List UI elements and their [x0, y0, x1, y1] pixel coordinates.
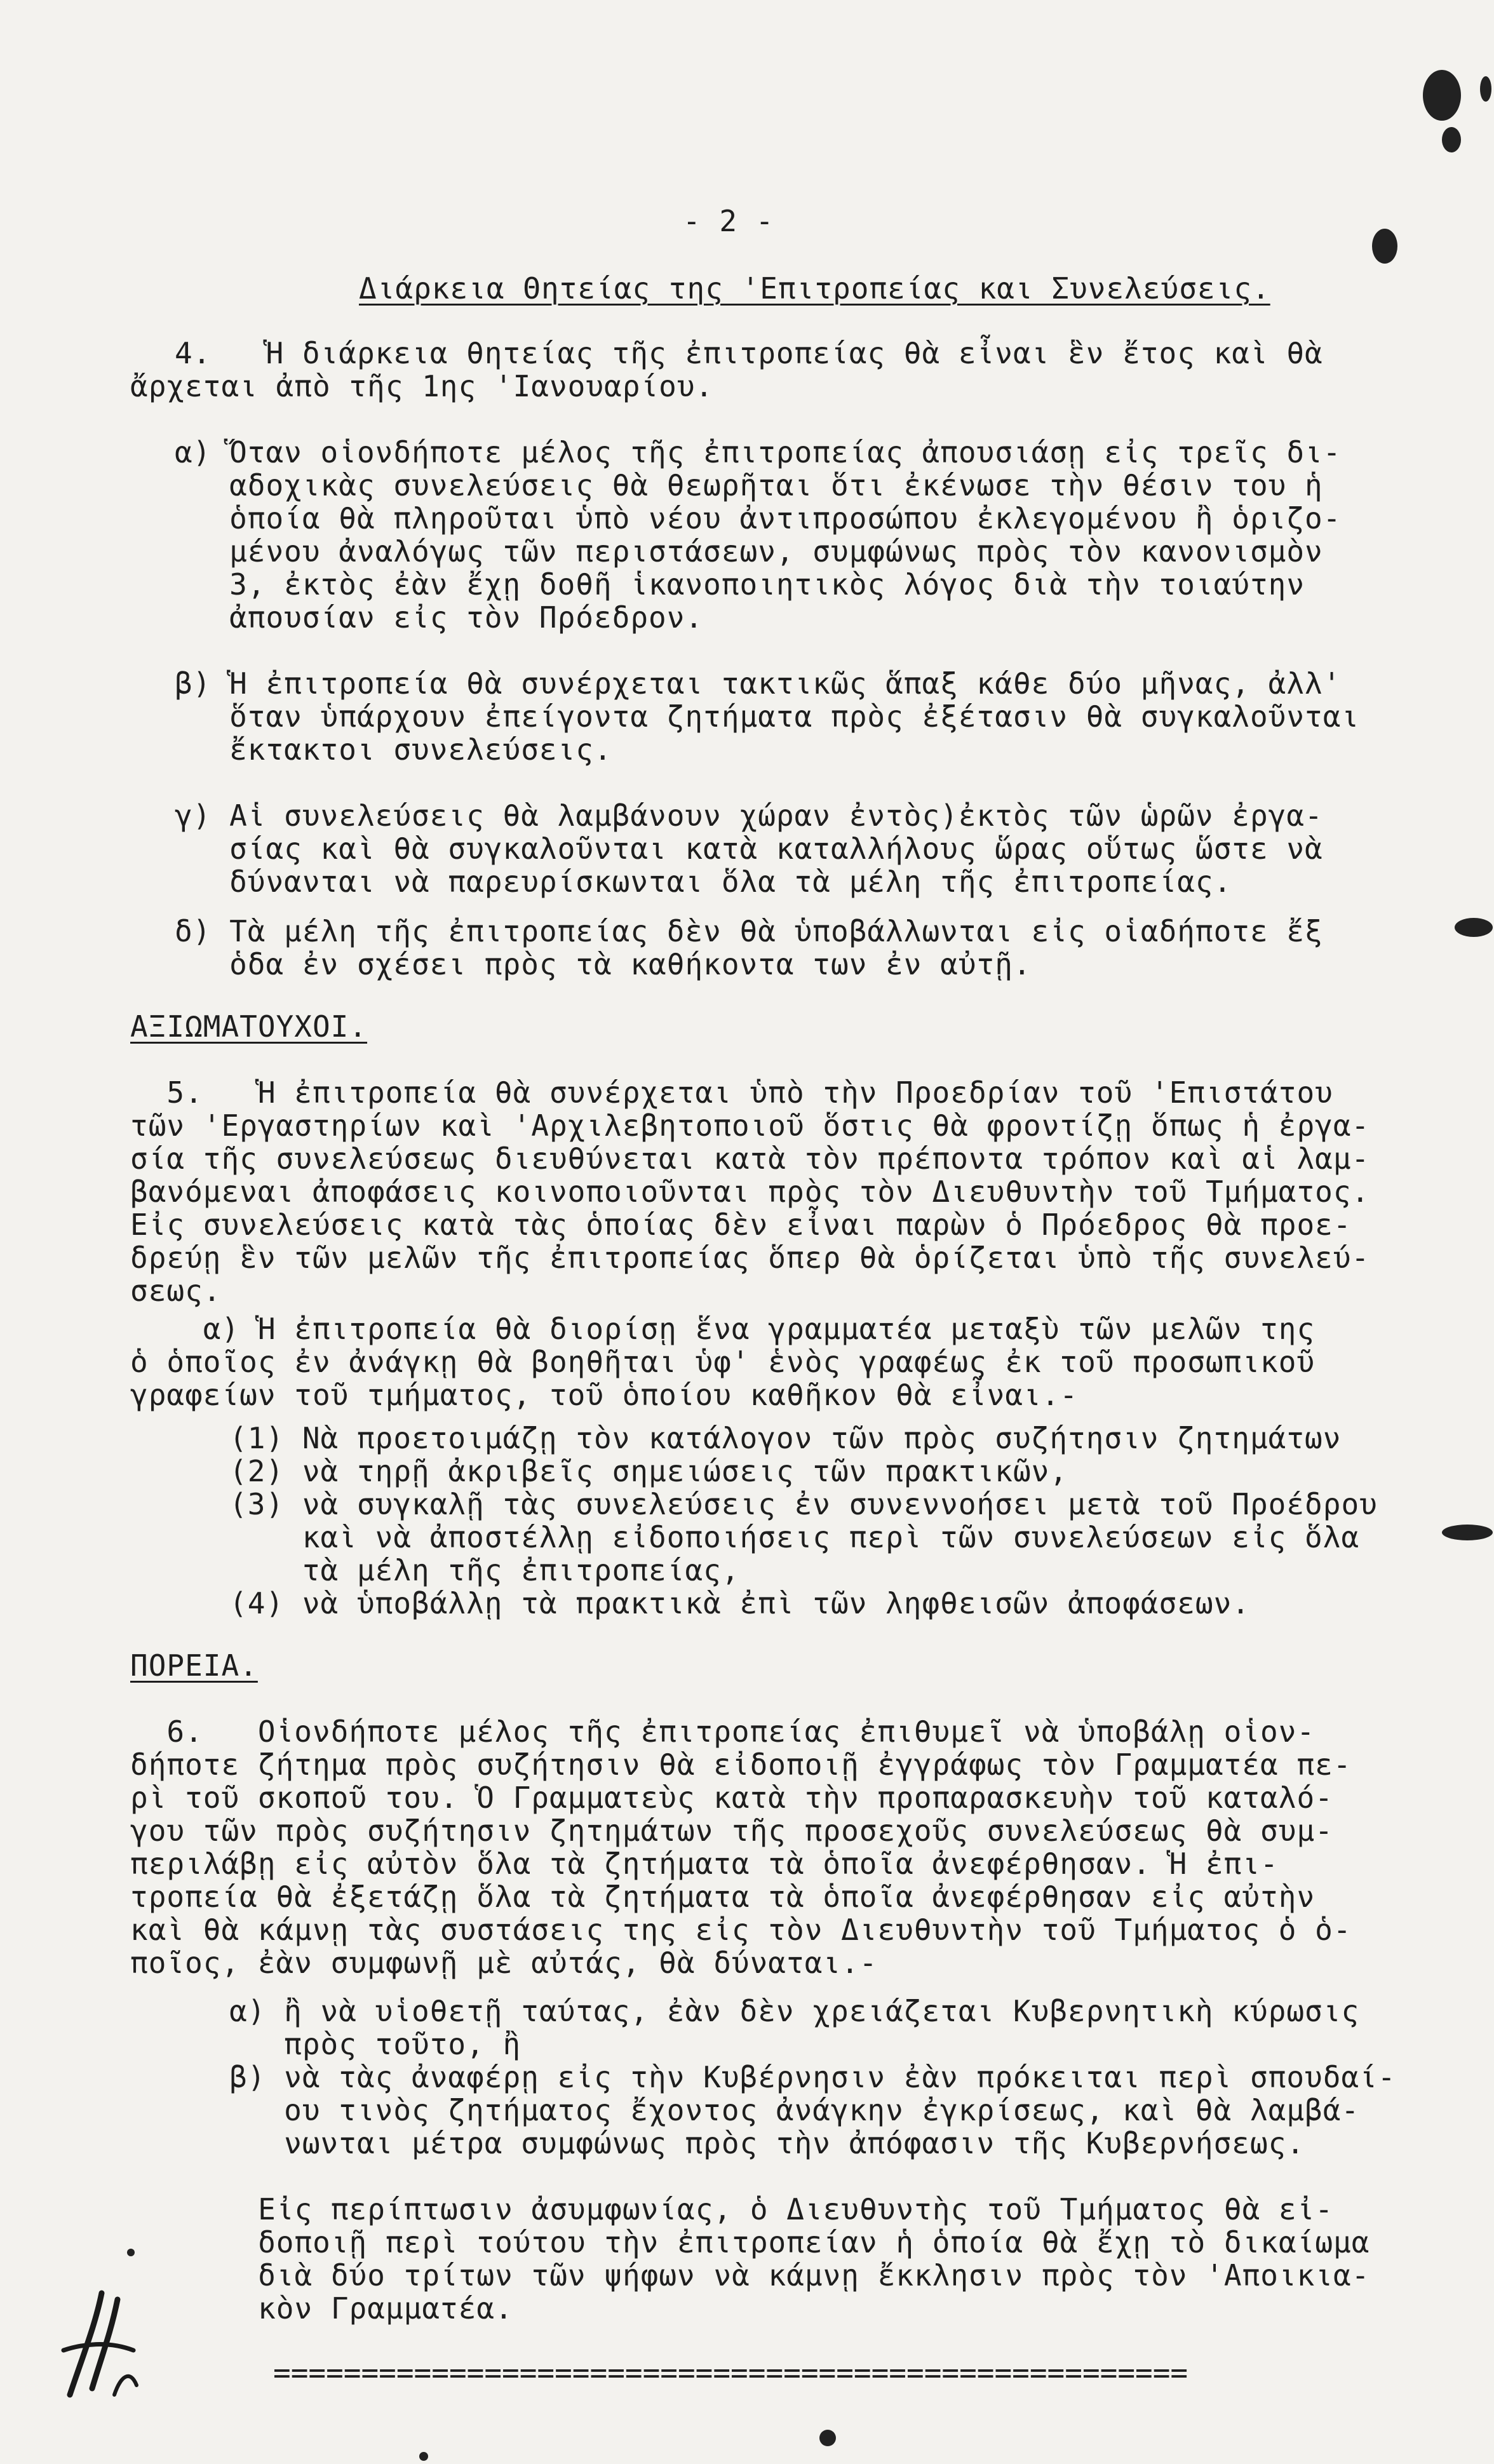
text-line: τῶν 'Εργαστηρίων καὶ 'Αρχιλεβητοποιοῦ ὅστις θὰ φροντίζῃ ὅπως ἡ ἐργα- — [130, 1108, 1370, 1143]
text-line: κὸν Γραμματέα. — [203, 2291, 513, 2326]
text-line: πρὸς τοῦτο, ἢ — [175, 2027, 522, 2061]
text-line: ου τινὸς ζητήματος ἔχοντος ἀνάγκην ἐγκρίσεως, καὶ θὰ λαμβά- — [175, 2093, 1360, 2127]
text-line: Εἰς περίπτωσιν ἀσυμφωνίας, ὁ Διευθυντὴς τοῦ Τμήματος θὰ εἰ- — [203, 2192, 1334, 2226]
ink-speck — [819, 2430, 836, 2446]
text-line: ὁδα ἐν σχέσει πρὸς τὰ καθήκοντα των ἐν αὐτῇ. — [175, 947, 1032, 981]
text-line: ἄρχεται ἀπὸ τῆς 1ης 'Ιανουαρίου. — [130, 369, 714, 403]
ink-blot — [1423, 70, 1461, 121]
text-line: 4. Ἡ διάρκεια θητείας τῆς ἐπιτροπείας θὰ εἶναι ἓν ἔτος καὶ θὰ — [175, 336, 1323, 370]
heading-officers: ΑΞΙΩΜΑΤΟΥΧΟΙ. — [130, 1009, 368, 1044]
closing-rule: ==================================================== — [273, 2355, 1188, 2390]
ink-blot — [1455, 918, 1493, 937]
text-line: μένου ἀναλόγως τῶν περιστάσεων, συμφώνως πρὸς τὸν κανονισμὸν — [175, 534, 1323, 569]
text-line: δρεύῃ ἓν τῶν μελῶν τῆς ἐπιτροπείας ὅπερ θὰ ὁρίζεται ὑπὸ τῆς συνελεύ- — [130, 1241, 1370, 1275]
text-line: σεως. — [130, 1274, 222, 1308]
text-line: 6. Οἱονδήποτε μέλος τῆς ἐπιτροπείας ἐπιθυμεῖ νὰ ὑποβάλῃ οἱον- — [130, 1714, 1316, 1749]
text-line: ὁ ὁποῖος ἐν ἀνάγκῃ θὰ βοηθῆται ὑφ' ἑνὸς γραφέως ἐκ τοῦ προσωπικοῦ — [130, 1345, 1316, 1379]
text-line: νωνται μέτρα συμφώνως πρὸς τὴν ἀπόφασιν τῆς Κυβερνήσεως. — [175, 2126, 1305, 2160]
text-line: βανόμεναι ἀποφάσεις κοινοποιοῦνται πρὸς τὸν Διευθυντὴν τοῦ Τμήματος. — [130, 1175, 1370, 1209]
text-line: σίας καὶ θὰ συγκαλοῦνται κατὰ καταλλήλους ὥρας οὕτως ὥστε νὰ — [175, 831, 1323, 866]
text-line: γραφείων τοῦ τμήματος, τοῦ ὁποίου καθῆκον θὰ εἶναι.- — [130, 1378, 1079, 1412]
text-line: ποῖος, ἐὰν συμφωνῇ μὲ αὐτάς, θὰ δύναται.- — [130, 1946, 878, 1980]
page-number: - 2 - — [683, 204, 774, 238]
text-line: Εἰς συνελεύσεις κατὰ τὰς ὁποίας δὲν εἶναι παρὼν ὁ Πρόεδρος θὰ προε- — [130, 1208, 1352, 1242]
text-line: β) νὰ τὰς ἀναφέρῃ εἰς τὴν Κυβέρνησιν ἐὰν πρόκειται περὶ σπουδαί- — [175, 2060, 1396, 2094]
text-line: (3) νὰ συγκαλῇ τὰς συνελεύσεις ἐν συνεννοήσει μετὰ τοῦ Προέδρου — [175, 1487, 1378, 1521]
text-line: δύνανται νὰ παρευρίσκωνται ὅλα τὰ μέλη τῆς ἐπιτροπείας. — [175, 865, 1232, 899]
ink-speck — [419, 2452, 428, 2461]
text-line: αδοχικὰς συνελεύσεις θὰ θεωρῆται ὅτι ἐκένωσε τὴν θέσιν του ἡ — [175, 468, 1323, 502]
text-line: ὁποία θὰ πληροῦται ὑπὸ νέου ἀντιπροσώπου ἐκλεγομένου ἢ ὁριζο- — [175, 501, 1342, 535]
text-line: β) Ἡ ἐπιτροπεία θὰ συνέρχεται τακτικῶς ἅπαξ κάθε δύο μῆνας, ἀλλ' — [175, 666, 1342, 701]
text-line: α) Ὅταν οἱονδήποτε μέλος τῆς ἐπιτροπείας ἀπουσιάσῃ εἰς τρεῖς δι- — [175, 435, 1342, 469]
ink-blot — [1442, 1525, 1493, 1540]
text-line: τροπεία θὰ ἐξετάζῃ ὅλα τὰ ζητήματα τὰ ὁποῖα ἀνεφέρθησαν εἰς αὐτὴν — [130, 1880, 1316, 1914]
text-line: γου τῶν πρὸς συζήτησιν ζητημάτων τῆς προσεχοῦς συνελεύσεως θὰ συμ- — [130, 1814, 1333, 1848]
text-line: 5. Ἡ ἐπιτροπεία θὰ συνέρχεται ὑπὸ τὴν Προεδρίαν τοῦ 'Επιστάτου — [130, 1075, 1333, 1110]
text-line: α) ἢ νὰ υἱοθετῇ ταύτας, ἐὰν δὲν χρειάζεται Κυβερνητικὴ κύρωσις — [175, 1994, 1360, 2028]
handwritten-initials — [57, 2280, 140, 2407]
section-heading-term: Διάρκεια Θητείας της 'Επιτροπείας και Συνελεύσεις. — [359, 271, 1270, 306]
ink-blot — [1442, 127, 1461, 152]
text-line: ἀπουσίαν εἰς τὸν Πρόεδρον. — [175, 600, 704, 635]
text-line: δήποτε ζήτημα πρὸς συζήτησιν θὰ εἰδοποιῇ ἐγγράφως τὸν Γραμματέα πε- — [130, 1747, 1352, 1782]
heading-procedure: ΠΟΡΕΙΑ. — [130, 1648, 258, 1683]
text-line: (1) Νὰ προετοιμάζῃ τὸν κατάλογον τῶν πρὸς συζήτησιν ζητημάτων — [175, 1421, 1342, 1455]
text-line: διὰ δύο τρίτων τῶν ψήφων νὰ κάμνῃ ἔκκλησιν πρὸς τὸν 'Αποικια- — [203, 2258, 1370, 2292]
text-line: (2) νὰ τηρῇ ἀκριβεῖς σημειώσεις τῶν πρακτικῶν, — [175, 1454, 1068, 1488]
text-line: τὰ μέλη τῆς ἐπιτροπείας, — [175, 1553, 740, 1587]
text-line: ρὶ τοῦ σκοποῦ του. Ὁ Γραμματεὺς κατὰ τὴν προπαρασκευὴν τοῦ καταλό- — [130, 1781, 1333, 1815]
text-line: δοποιῇ περὶ τούτου τὴν ἐπιτροπείαν ἡ ὁποία θὰ ἔχῃ τὸ δικαίωμα — [203, 2225, 1370, 2259]
ink-blot — [1480, 76, 1491, 102]
text-line: ἔκτακτοι συνελεύσεις. — [175, 732, 612, 767]
text-line: καὶ θὰ κάμνῃ τὰς συστάσεις της εἰς τὸν Διευθυντὴν τοῦ Τμήματος ὁ ὁ- — [130, 1913, 1352, 1947]
text-line: σία τῆς συνελεύσεως διευθύνεται κατὰ τὸν πρέποντα τρόπον καὶ αἱ λαμ- — [130, 1141, 1370, 1176]
text-line: γ) Αἱ συνελεύσεις θὰ λαμβάνουν χώραν ἐντὸς)ἐκτὸς τῶν ὡρῶν ἐργα- — [175, 798, 1323, 833]
ink-blot — [1372, 229, 1397, 264]
text-line: δ) Τὰ μέλη τῆς ἐπιτροπείας δὲν θὰ ὑποβάλλωνται εἰς οἱαδήποτε ἔξ — [175, 914, 1323, 948]
text-line: ὅταν ὑπάρχουν ἐπείγοντα ζητήματα πρὸς ἐξέτασιν θὰ συγκαλοῦνται — [175, 699, 1360, 734]
text-line: 3, ἐκτὸς ἐὰν ἔχῃ δοθῆ ἱκανοποιητικὸς λόγος διὰ τὴν τοιαύτην — [175, 567, 1305, 602]
ink-speck — [127, 2249, 135, 2256]
text-line: καὶ νὰ ἀποστέλλῃ εἰδοποιήσεις περὶ τῶν συνελεύσεων εἰς ὅλα — [175, 1520, 1360, 1554]
text-line: (4) νὰ ὑποβάλλῃ τὰ πρακτικὰ ἐπὶ τῶν ληφθεισῶν ἀποφάσεων. — [175, 1586, 1250, 1620]
text-line: περιλάβῃ εἰς αὐτὸν ὅλα τὰ ζητήματα τὰ ὁποῖα ἀνεφέρθησαν. Ἡ ἐπι- — [130, 1847, 1279, 1881]
text-line: α) Ἡ ἐπιτροπεία θὰ διορίσῃ ἕνα γραμματέα μεταξὺ τῶν μελῶν της — [130, 1312, 1316, 1346]
